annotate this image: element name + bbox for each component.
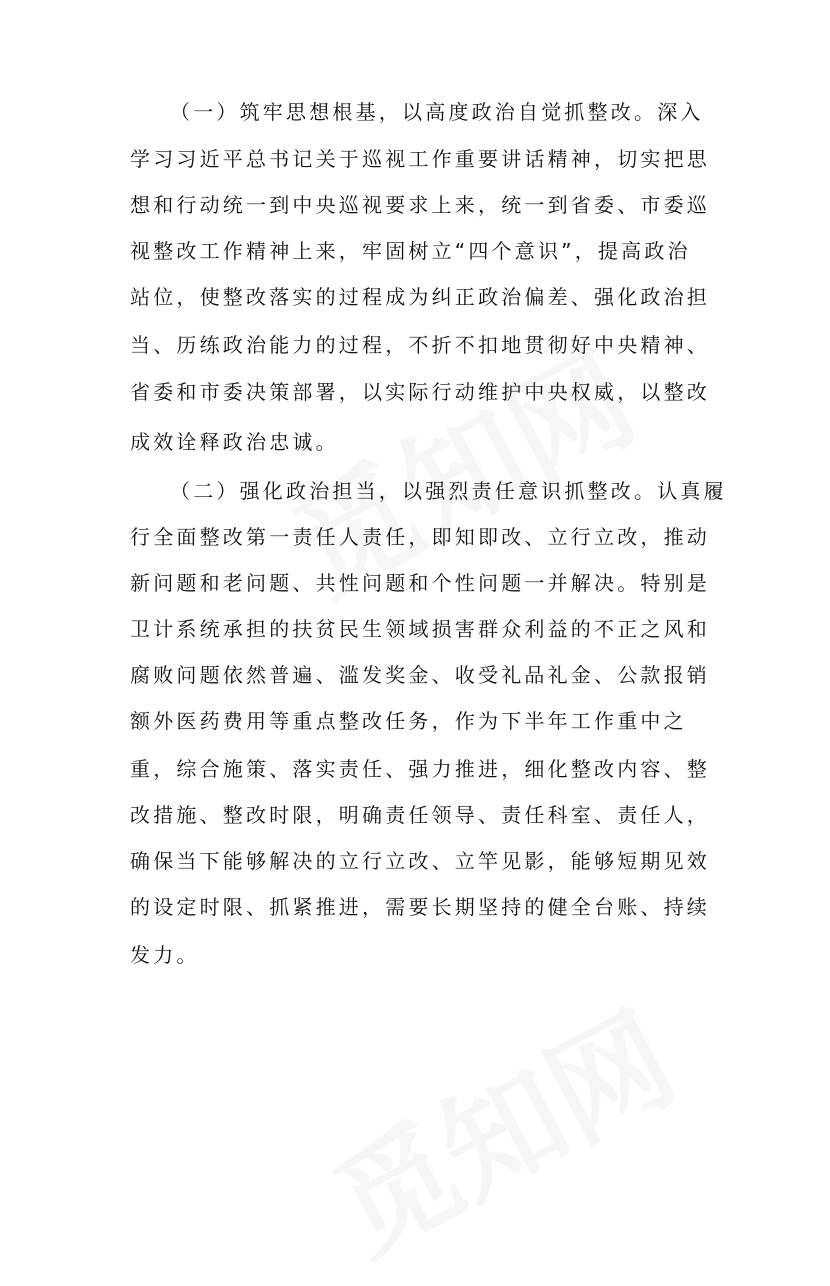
paragraph-2-line-2: 行全面整改第一责任人责任，即知即改、立行立改，推动: [130, 525, 710, 549]
paragraph-1-line-6: 当、历练政治能力的过程，不折不扣地贯彻好中央精神、: [130, 333, 710, 357]
paragraph-1-line-2: 学习习近平总书记关于巡视工作重要讲话精神，切实把思: [130, 147, 710, 171]
paragraph-2-line-3: 新问题和老问题、共性问题和个性问题一并解决。特别是: [130, 571, 710, 595]
paragraph-2-line-7: 重，综合施策、落实责任、强力推进，细化整改内容、整: [130, 757, 710, 781]
paragraph-2-line-10: 的设定时限、抓紧推进，需要长期坚持的健全台账、持续: [130, 895, 710, 919]
paragraph-1-line-4: 视整改工作精神上来，牢固树立“四个意识”，提高政治: [130, 239, 691, 263]
paragraph-2-line-4: 卫计系统承担的扶贫民生领域损害群众利益的不正之风和: [130, 617, 710, 641]
paragraph-2-line-11: 发力。: [130, 943, 200, 967]
watermark: [301, 966, 700, 1286]
paragraph-2-line-8: 改措施、整改时限，明确责任领导、责任科室、责任人，: [130, 803, 710, 827]
paragraph-1-line-8: 成效诠释政治忠诚。: [130, 430, 339, 454]
paragraph-2-line-5: 腐败问题依然普遍、滥发奖金、收受礼品礼金、公款报销: [130, 663, 710, 687]
paragraph-2-line-1: （二）强化政治担当，以强烈责任意识抓整改。认真履: [170, 479, 727, 503]
paragraph-1-line-7: 省委和市委决策部署，以实际行动维护中央权威，以整改: [130, 380, 710, 404]
paragraph-1-line-5: 站位，使整改落实的过程成为纠正政治偏差、强化政治担: [130, 285, 710, 309]
paragraph-1-line-3: 想和行动统一到中央巡视要求上来，统一到省委、市委巡: [130, 193, 710, 217]
paragraph-1-line-1: （一）筑牢思想根基，以高度政治自觉抓整改。深入: [170, 100, 704, 124]
paragraph-2-line-9: 确保当下能够解决的立行立改、立竿见影，能够短期见效: [130, 849, 710, 873]
paragraph-2-line-6: 额外医药费用等重点整改任务，作为下半年工作重中之: [130, 709, 687, 733]
